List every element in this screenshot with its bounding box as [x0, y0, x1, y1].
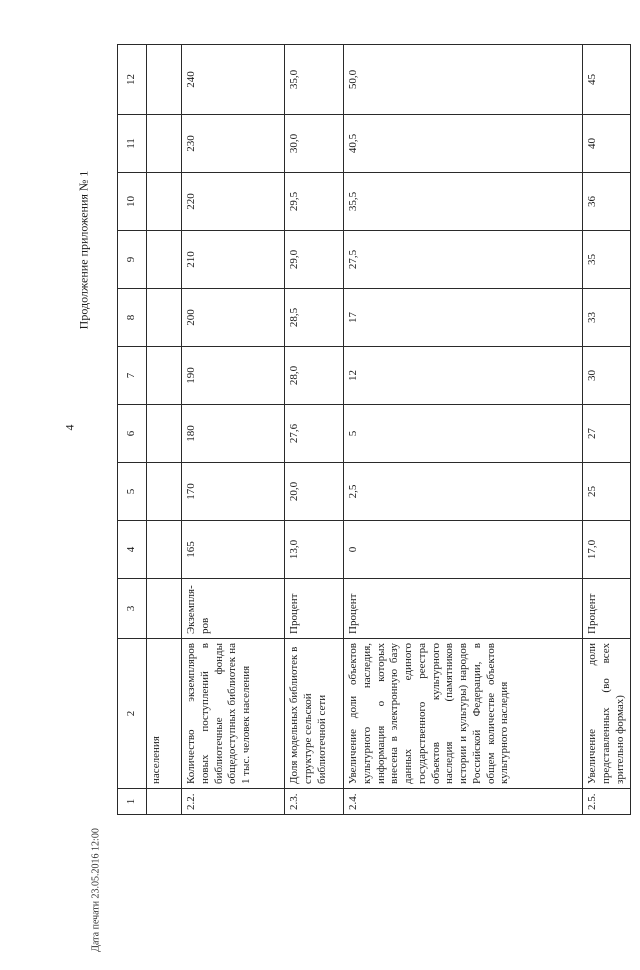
value-cell: 165 — [182, 521, 285, 579]
print-date: Дата печати 23.05.2016 12:00 — [90, 828, 102, 952]
unit-cell: Процент — [285, 579, 344, 639]
value-cell: 0 — [344, 521, 583, 579]
value-cell: 40,5 — [344, 115, 583, 173]
value-cell: 29,0 — [285, 231, 344, 289]
value-cell: 17,0 — [583, 521, 631, 579]
header-cell: 1 — [118, 789, 147, 815]
table-row — [285, 45, 344, 815]
value-cell: 30 — [583, 347, 631, 405]
value-cell: 30,0 — [285, 115, 344, 173]
header-cell: 12 — [118, 45, 147, 115]
header-cell: 2 — [118, 639, 147, 789]
value-cell: 40 — [583, 115, 631, 173]
value-cell: 190 — [182, 347, 285, 405]
value-cell: 2,5 — [344, 463, 583, 521]
indicator-description: Доля модельных библиотек в структуре сельской библиотечной сети — [285, 639, 344, 789]
value-cell: 13,0 — [285, 521, 344, 579]
value-cell: 33 — [583, 289, 631, 347]
document-heading: Продолжение приложения № 1 — [76, 170, 91, 330]
value-cell: 50,0 — [344, 45, 583, 115]
continuation-text: населения — [147, 639, 182, 789]
row-number: 2.2. — [182, 789, 285, 815]
indicator-description: Увеличение доли объектов культурного наследия, информация о которых внесена в электронную базу данных единого государственного реестра объектов культурного наследия (памятников истории и культуры) народов Российской Федерации, в общем количестве объектов культурного наследия — [344, 639, 583, 789]
header-cell: 8 — [118, 289, 147, 347]
value-cell: 170 — [182, 463, 285, 521]
row-number: 2.4. — [344, 789, 583, 815]
header-cell: 5 — [118, 463, 147, 521]
value-cell: 35,5 — [344, 173, 583, 231]
header-cell: 10 — [118, 173, 147, 231]
table-cell — [147, 115, 182, 173]
value-cell: 35,0 — [285, 45, 344, 115]
value-cell: 25 — [583, 463, 631, 521]
value-cell: 230 — [182, 115, 285, 173]
table-cell — [147, 789, 182, 815]
indicator-description: Увеличение доли представленных (во всех зрительно формах) — [583, 639, 631, 789]
table-wrapper — [117, 45, 626, 815]
page-number: 4 — [62, 424, 77, 431]
header-cell: 9 — [118, 231, 147, 289]
table-row — [583, 45, 631, 815]
table-cell — [147, 45, 182, 115]
header-row — [118, 45, 147, 815]
header-cell: 7 — [118, 347, 147, 405]
header-cell: 11 — [118, 115, 147, 173]
table-row — [344, 45, 583, 815]
table-cell — [147, 347, 182, 405]
header-cell: 6 — [118, 405, 147, 463]
header-cell: 4 — [118, 521, 147, 579]
value-cell: 27,5 — [344, 231, 583, 289]
value-cell: 20,0 — [285, 463, 344, 521]
value-cell: 29,5 — [285, 173, 344, 231]
table-cell — [147, 289, 182, 347]
value-cell: 27 — [583, 405, 631, 463]
value-cell: 28,0 — [285, 347, 344, 405]
indicators-table-canvas — [117, 45, 626, 815]
table-cell — [147, 521, 182, 579]
value-cell: 45 — [583, 45, 631, 115]
value-cell: 17 — [344, 289, 583, 347]
value-cell: 220 — [182, 173, 285, 231]
unit-cell: Процент — [583, 579, 631, 639]
table-cell — [147, 579, 182, 639]
continuation-row — [147, 45, 182, 815]
value-cell: 35 — [583, 231, 631, 289]
unit-cell: Процент — [344, 579, 583, 639]
table-cell — [147, 405, 182, 463]
value-cell: 180 — [182, 405, 285, 463]
table-row — [182, 45, 285, 815]
value-cell: 240 — [182, 45, 285, 115]
value-cell: 27,6 — [285, 405, 344, 463]
value-cell: 200 — [182, 289, 285, 347]
table-cell — [147, 463, 182, 521]
value-cell: 5 — [344, 405, 583, 463]
value-cell: 12 — [344, 347, 583, 405]
indicators-table — [117, 44, 631, 815]
indicator-description: Количество экземпляров новых поступлений в библиотечные фонды общедоступных библиотек на 1 тыс. человек населения — [182, 639, 285, 789]
table-cell — [147, 173, 182, 231]
value-cell: 28,5 — [285, 289, 344, 347]
table-cell — [147, 231, 182, 289]
header-cell: 3 — [118, 579, 147, 639]
row-number: 2.3. — [285, 789, 344, 815]
value-cell: 36 — [583, 173, 631, 231]
unit-cell: Экземпля-ров — [182, 579, 285, 639]
row-number: 2.5. — [583, 789, 631, 815]
value-cell: 210 — [182, 231, 285, 289]
